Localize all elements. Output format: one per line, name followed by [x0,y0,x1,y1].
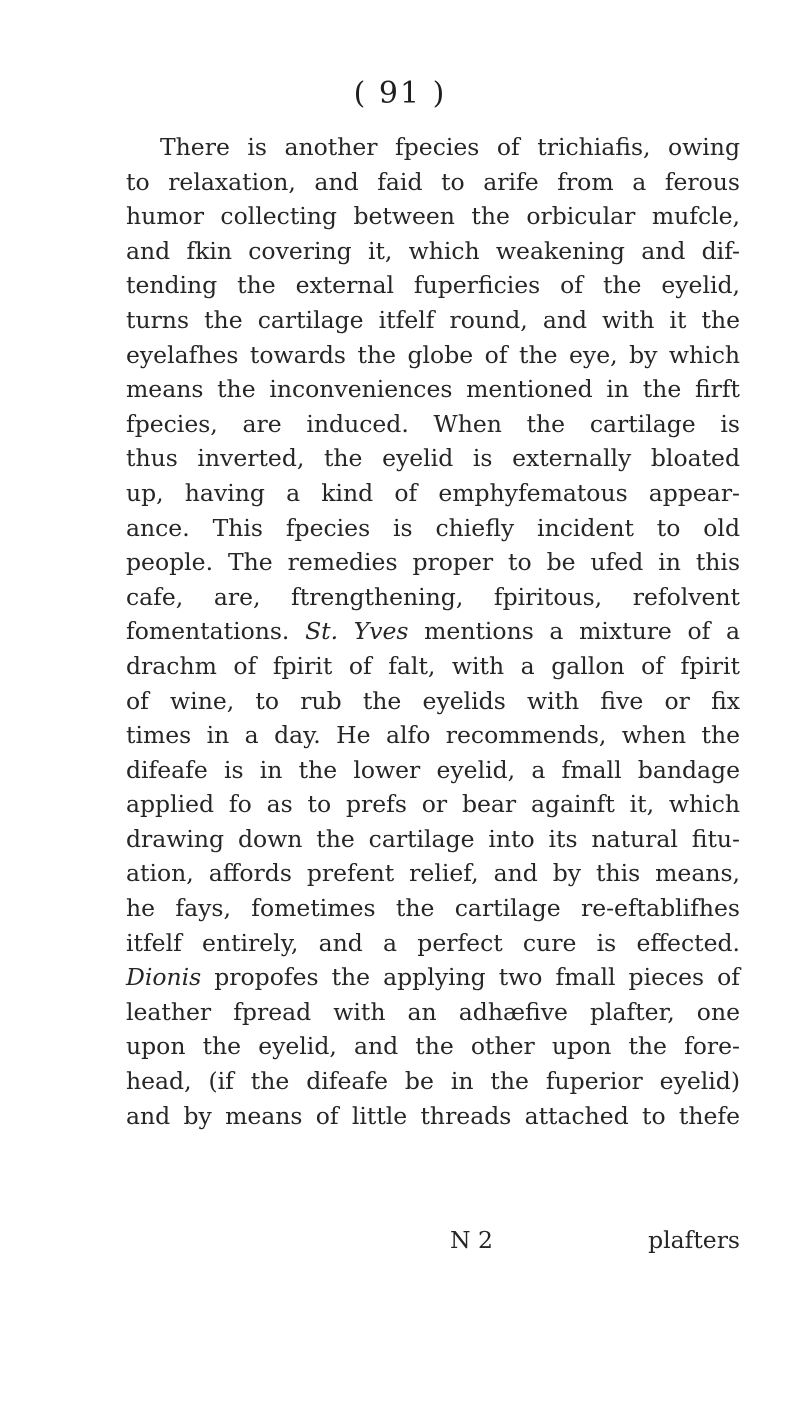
text-line [126,441,740,476]
italic-name: St. Yves [305,617,409,646]
text-segment: head, (if the difeafe be in the fuperior eyelid) [126,1067,740,1096]
text-segment: fomentations. [126,617,306,646]
text-line [126,891,740,926]
text-segment: There is another fpecies of trichiafis, owing [160,133,740,161]
text-segment: and by means of little threads attached to thefe [126,1101,740,1130]
text-line [126,476,740,511]
text-segment: leather fpread with an adhæfive plafter, one [126,997,740,1026]
text-line [126,303,740,338]
text-segment: and fkin covering it, which weakening and dif- [126,236,740,265]
text-line [126,787,740,822]
text-segment: ation, affords prefent relief, and by this means, [126,859,740,888]
text-line [126,684,740,719]
text-line [126,614,740,649]
text-segment: times in a day. He alfo recommends, when the [126,721,740,750]
page-number: ( 91 ) [353,76,447,111]
body-paragraph [126,130,740,1133]
text-line [126,718,740,753]
text-segment: upon the eyelid, and the other upon the fore- [126,1032,740,1061]
italic-name: Dionis [126,963,202,992]
text-segment: cafe, are, ftrengthening, fpiritous, refolvent [126,582,740,611]
text-line [126,407,740,442]
text-segment: to relaxation, and faid to arife from a ferous [126,167,740,196]
text-line [126,1099,740,1134]
text-line [126,268,740,303]
text-segment: up, having a kind of emphyfematous appear- [126,478,740,507]
text-segment: fpecies, are induced. When the cartilage is [126,409,740,438]
text-line [126,580,740,615]
text-line [126,338,740,373]
text-segment: drawing down the cartilage into its natural fitu- [126,824,740,853]
text-segment: propofes the applying two fmall pieces of [201,963,740,992]
text-line [126,165,740,200]
text-line [126,372,740,407]
text-segment: people. The remedies proper to be ufed in this [126,548,740,577]
text-line [126,234,740,269]
text-line [126,199,740,234]
text-line [126,545,740,580]
text-segment: ance. This fpecies is chiefly incident to old [126,513,740,542]
text-line [126,1064,740,1099]
text-line [126,822,740,857]
text-line [126,926,740,961]
text-segment: eyelafhes towards the globe of the eye, by which [126,340,740,369]
catchword: plafters [648,1226,740,1254]
text-line [126,649,740,684]
text-segment: of wine, to rub the eyelids with five or fix [126,686,740,715]
text-line [126,511,740,546]
text-segment: turns the cartilage itfelf round, and with it the [126,305,740,334]
text-segment: tending the external fuperficies of the eyelid, [126,271,740,300]
text-segment: means the inconveniences mentioned in the firft [126,375,740,404]
text-segment: difeafe is in the lower eyelid, a fmall bandage [126,755,740,784]
text-segment: humor collecting between the orbicular mufcle, [126,202,740,231]
page-footer [126,1226,740,1262]
text-line [126,960,740,995]
text-segment: mentions a mixture of a [408,617,740,646]
signature-mark: N 2 [450,1226,493,1254]
text-line [126,130,740,165]
text-segment: he fays, fometimes the cartilage re-eftablifhes [126,894,740,923]
text-line [126,1029,740,1064]
text-segment: drachm of fpirit of falt, with a gallon of fpirit [126,651,740,680]
text-line [126,856,740,891]
text-segment: thus inverted, the eyelid is externally bloated [126,444,740,473]
text-segment: applied fo as to prefs or bear againft it, which [126,790,740,819]
text-line [126,995,740,1030]
text-segment: itfelf entirely, and a perfect cure is effected. [126,928,740,957]
text-line [126,753,740,788]
